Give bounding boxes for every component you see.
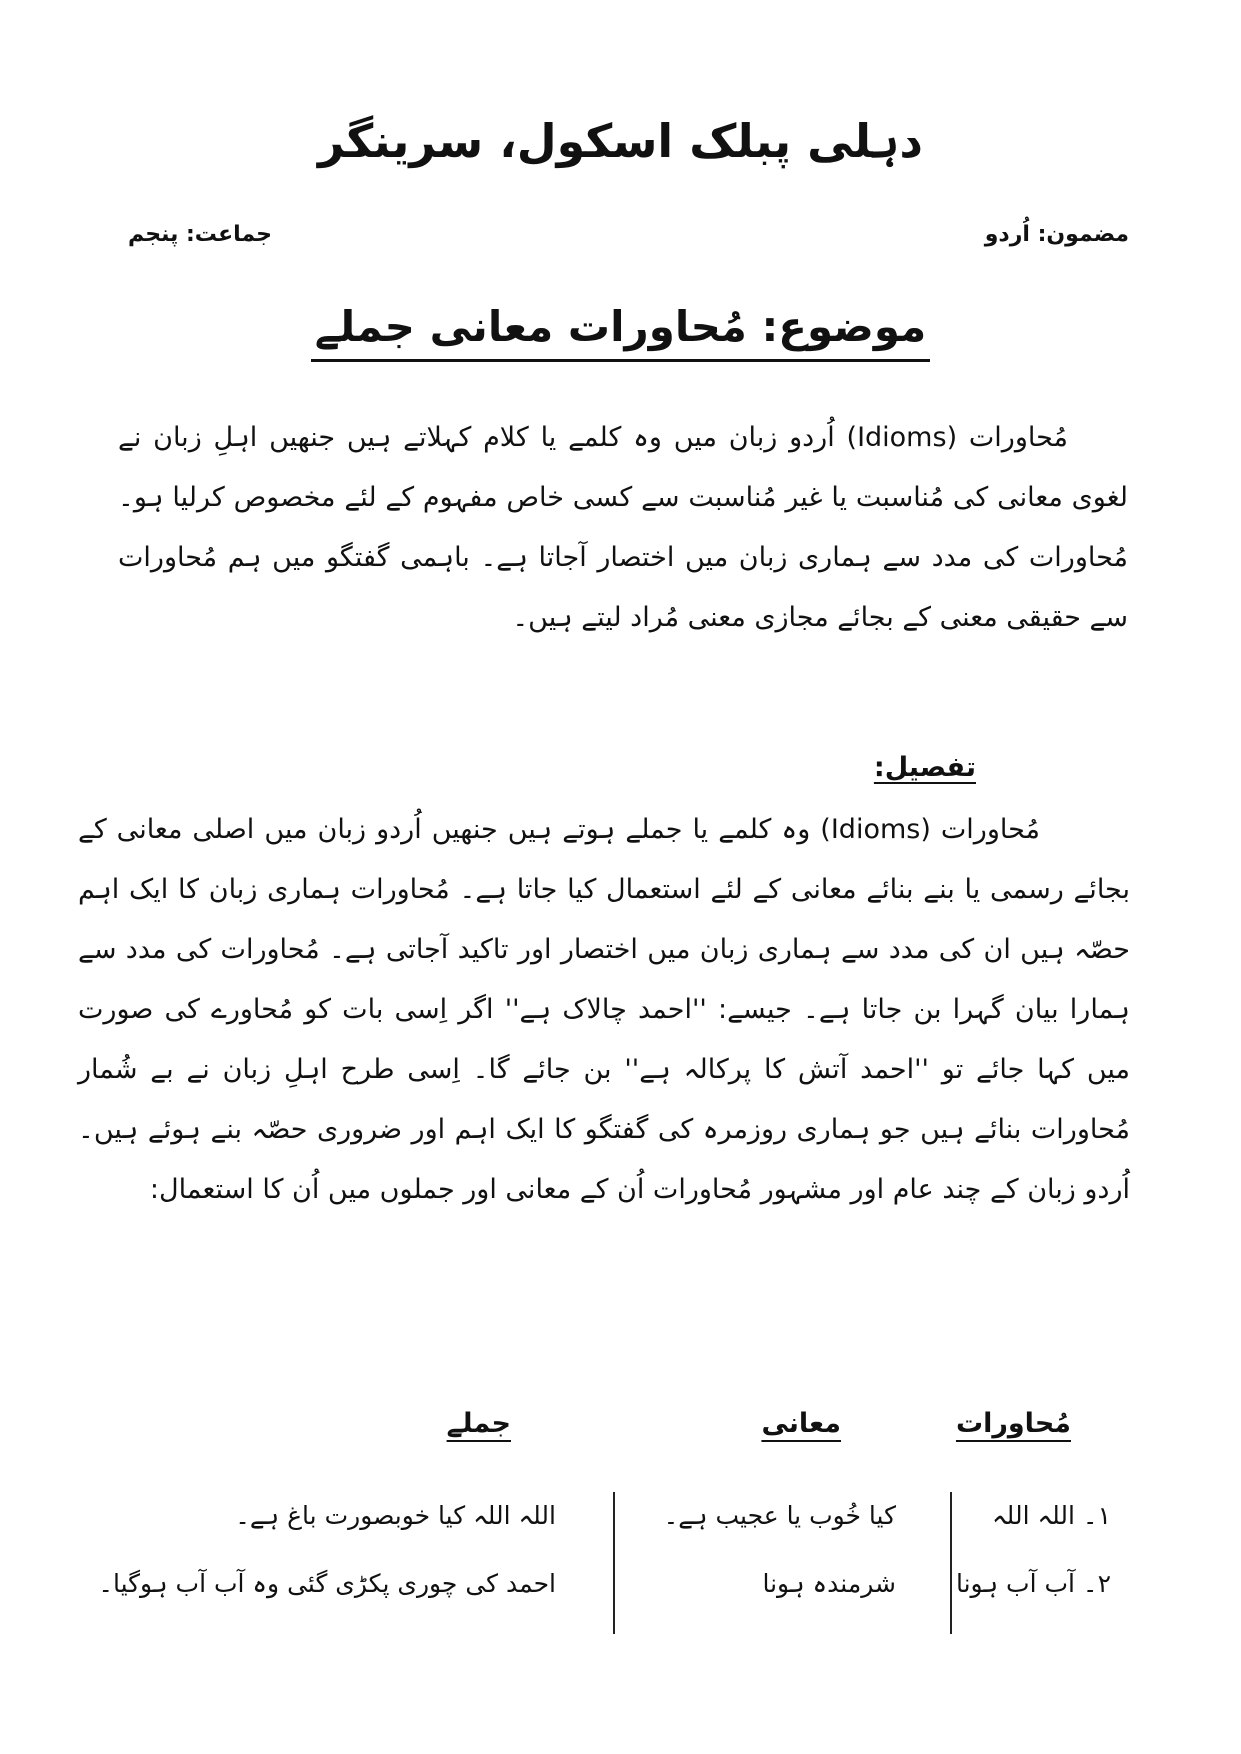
table-cell-sentence: احمد کی چوری پکڑی گئی وہ آب آب ہوگیا۔ <box>98 1569 556 1598</box>
class-label: جماعت: پنجم <box>128 222 272 247</box>
column-header-sentences: جملے <box>446 1408 511 1439</box>
table-cell-idiom: ۲۔ آب آب ہونا <box>955 1569 1111 1598</box>
details-paragraph: مُحاورات (Idioms) وہ کلمے یا جملے ہوتے ہیں جنھیں اُردو زبان میں اصلی معانی کے بجائے رسمی یا بنے بنائے معانی کے لئے استعمال کیا جاتا ہے۔ مُحاورات ہماری زبان کا ایک اہم حصّہ ہیں ان کی مدد سے ہماری زبان میں اختصار اور تاکید آجاتی ہے۔ مُحاورات کی مدد سے ہمارا بیان گہرا بن جاتا ہے۔ جیسے: ''احمد چالاک ہے'' اگر اِسی بات کو مُحاورے کی صورت میں کہا جائے تو ''احمد آتش کا پرکالہ ہے'' بن جائے گا۔ اِسی طرح اہلِ زبان نے بے شُمار مُحاورات بنائے ہیں جو ہماری روزمرہ کی گفتگو کا ایک اہم اور ضروری حصّہ بنے ہوئے ہیں۔ اُردو زبان کے چند عام اور مشہور مُحاورات اُن کے معانی اور جملوں میں اُن کا استعمال: <box>78 814 1130 1205</box>
table-cell-idiom: ۱۔ اللہ اللہ <box>992 1501 1111 1530</box>
table-cell-sentence: اللہ اللہ کیا خوبصورت باغ ہے۔ <box>235 1501 556 1530</box>
table-cell-meaning: شرمندہ ہونا <box>762 1569 896 1598</box>
column-divider <box>950 1492 952 1634</box>
table-cell-meaning: کیا خُوب یا عجیب ہے۔ <box>663 1501 896 1530</box>
column-divider <box>613 1492 615 1634</box>
subject-label: مضمون: اُردو <box>984 222 1129 247</box>
topic-heading <box>0 300 1241 362</box>
topic-title: موضوع: مُحاورات معانی جملے <box>311 300 930 362</box>
column-header-meanings: معانی <box>761 1408 841 1439</box>
intro-paragraph: مُحاورات (Idioms) اُردو زبان میں وہ کلمے یا کلام کہلاتے ہیں جنھیں اہلِ زبان نے لغوی معانی کی مُناسبت یا غیر مُناسبت سے کسی خاص مفہوم کے لئے مخصوص کرلیا ہو۔ مُحاورات کی مدد سے ہماری زبان میں اختصار آجاتا ہے۔ باہمی گفتگو میں ہم مُحاورات سے حقیقی معنی کے بجائے مجازی معنی مُراد لیتے ہیں۔ <box>118 422 1128 633</box>
details-heading: تفصیل: <box>873 752 976 783</box>
column-header-idioms: مُحاورات <box>955 1408 1071 1439</box>
school-name: دہلی پبلک اسکول، سرینگر <box>317 114 924 168</box>
